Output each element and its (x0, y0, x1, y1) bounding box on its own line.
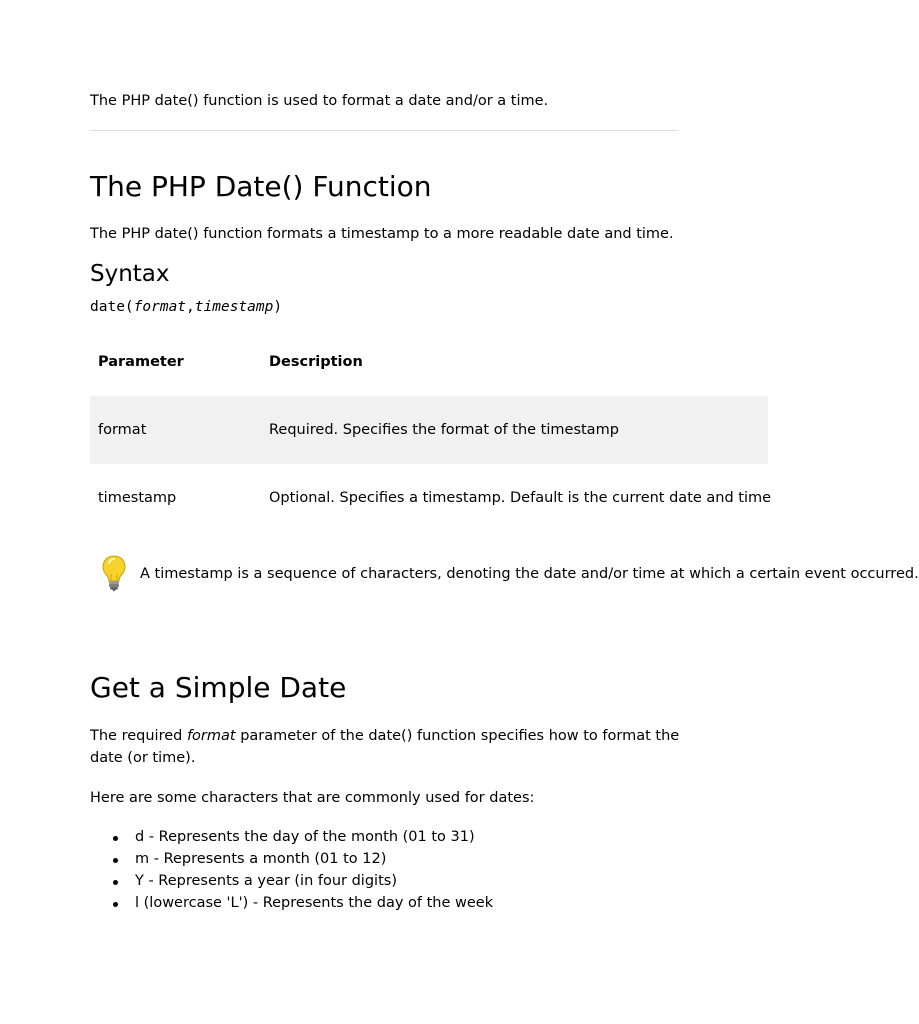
table-header-description: Description (269, 354, 363, 370)
table-cell-parameter: format (98, 422, 147, 438)
code-suffix: ) (273, 299, 283, 315)
code-prefix: date( (90, 299, 134, 315)
list-item: m - Represents a month (01 to 12) (90, 848, 493, 870)
parameter-table (90, 328, 772, 532)
table-cell-description: Required. Specifies the format of the timestamp (269, 422, 619, 438)
main-content (90, 0, 919, 1024)
divider (90, 130, 678, 131)
syntax-heading: Syntax (90, 261, 170, 287)
table-row (90, 464, 772, 532)
table-header-row (90, 328, 768, 396)
table-cell-description: Optional. Specifies a timestamp. Default is the current date and time (269, 490, 772, 506)
intro-text: The PHP date() function is used to format a date and/or a time. (90, 93, 549, 109)
list-item: l (lowercase 'L') - Represents the day of the week (90, 892, 493, 914)
format-parameter-paragraph (90, 725, 690, 769)
date-characters-list (90, 826, 493, 914)
syntax-code (90, 297, 282, 317)
code-separator: , (186, 299, 195, 315)
tip-text: A timestamp is a sequence of characters, denoting the date and/or time at which a certain event occurred. (140, 566, 919, 582)
format-keyword: format (186, 728, 236, 744)
tip-note (90, 552, 919, 596)
table-header-parameter: Parameter (98, 354, 184, 370)
code-arg-timestamp: timestamp (194, 299, 274, 315)
date-function-description: The PHP date() function formats a timestamp to a more readable date and time. (90, 226, 674, 242)
section-heading-simple-date: Get a Simple Date (90, 671, 347, 704)
format-paragraph-end: parameter of the date() function specifies how to format the date (or time). (90, 728, 680, 766)
lightbulb-icon (100, 554, 128, 592)
table-cell-parameter: timestamp (98, 490, 177, 506)
list-item: d - Represents the day of the month (01 to 31) (90, 826, 493, 848)
code-arg-format: format (133, 299, 187, 315)
common-characters-intro: Here are some characters that are commonly used for dates: (90, 790, 535, 806)
list-item: Y - Represents a year (in four digits) (90, 870, 493, 892)
table-row (90, 396, 768, 464)
format-paragraph-start: The required (90, 728, 187, 744)
section-heading-date-function: The PHP Date() Function (90, 170, 432, 203)
